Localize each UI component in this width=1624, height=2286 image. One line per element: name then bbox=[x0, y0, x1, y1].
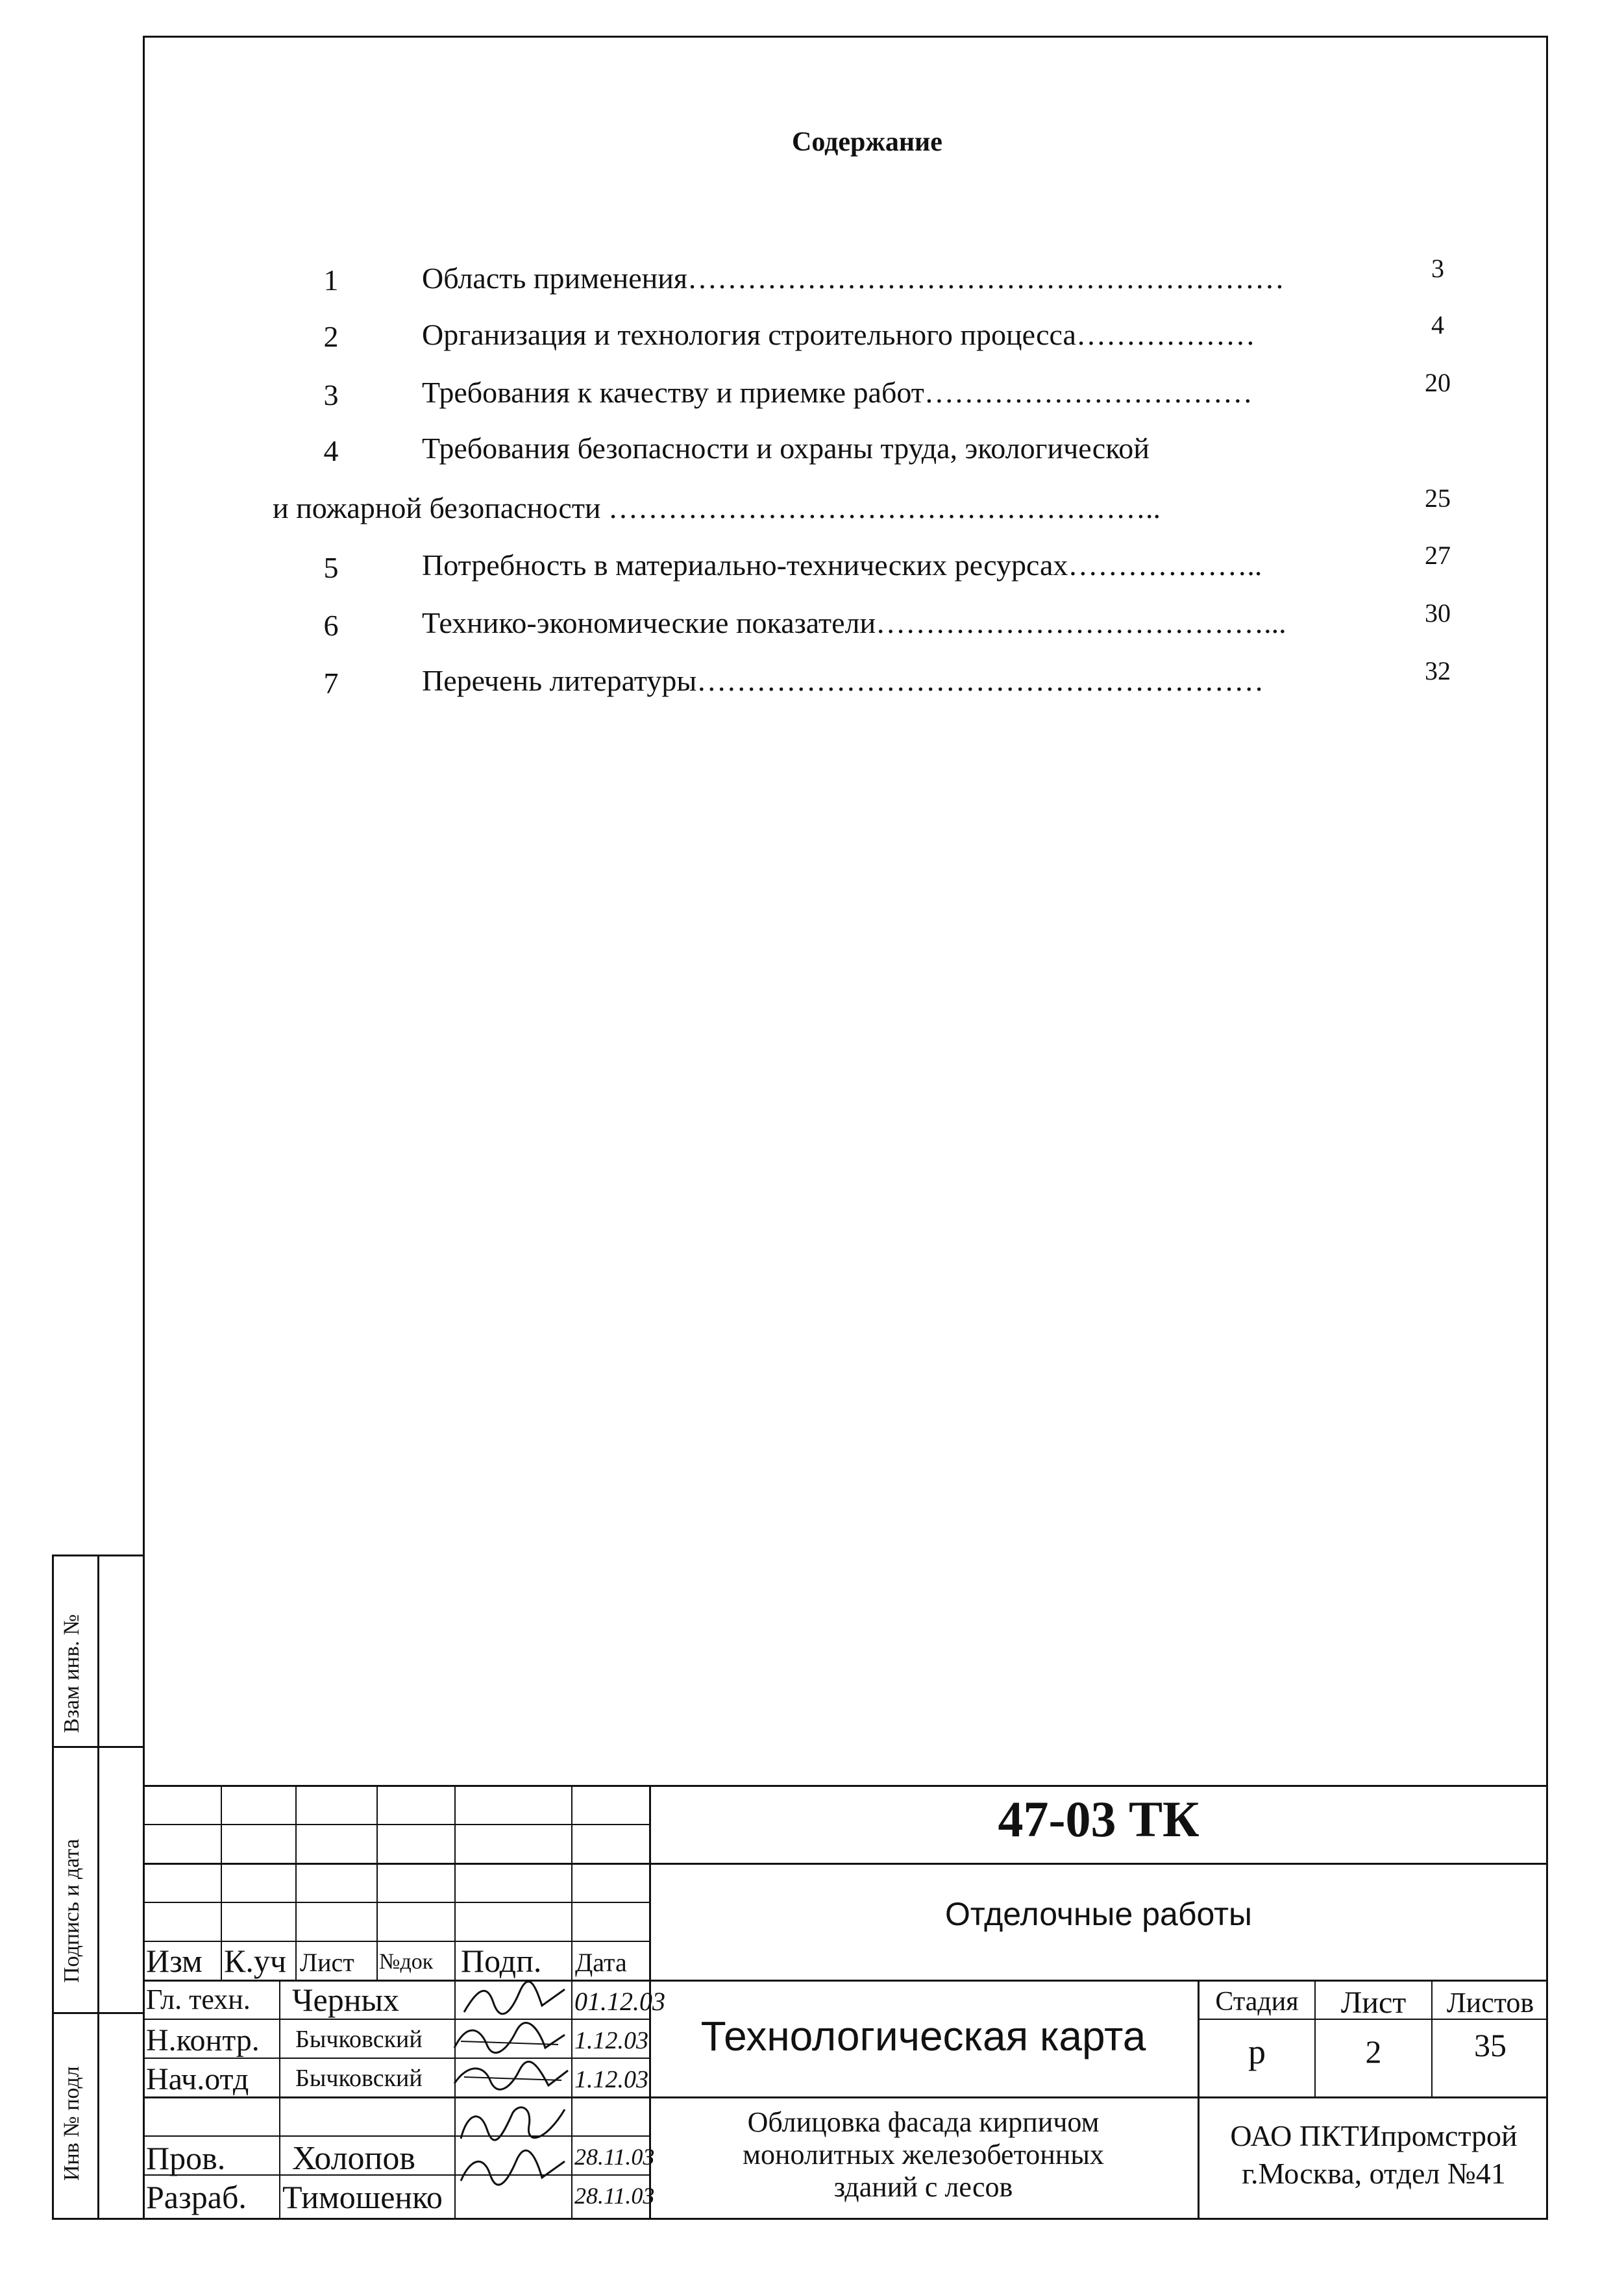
inv-podl-label: Инв № подл bbox=[60, 2066, 84, 2181]
toc-item-page: 25 bbox=[1425, 484, 1451, 513]
stage-value: р bbox=[1248, 2032, 1266, 2071]
toc-item-number: 3 bbox=[323, 378, 339, 412]
role-label: Гл. техн. bbox=[146, 1984, 251, 2015]
toc-item-text: Организация и технология строительного процесса……………… bbox=[422, 318, 1255, 351]
toc-item-number: 7 bbox=[323, 667, 339, 700]
tb-line bbox=[295, 1785, 297, 1980]
col-header-list: Лист bbox=[300, 1948, 354, 1977]
document-name-line: монолитных железобетонных bbox=[743, 2139, 1104, 2170]
handwritten-date: 01.12.03 bbox=[574, 1987, 665, 2016]
toc-item-number: 1 bbox=[323, 264, 339, 297]
person-name: Бычковский bbox=[295, 2065, 423, 2092]
toc-item-text: Потребность в материально-технических ресурсах……………….. bbox=[422, 548, 1262, 582]
role-label: Разраб. bbox=[146, 2179, 247, 2215]
tb-line bbox=[376, 1785, 378, 1980]
handwritten-date: 28.11.03 bbox=[574, 2183, 655, 2209]
toc-item-text: Область применения…………………………………………………… bbox=[422, 262, 1285, 295]
role-label: Нач.отд bbox=[146, 2062, 249, 2096]
toc-item-page: 32 bbox=[1425, 656, 1451, 685]
toc-item-number: 6 bbox=[323, 609, 339, 642]
document-type: Технологическая карта bbox=[700, 2013, 1146, 2059]
tb-line bbox=[143, 1785, 1548, 1787]
document-name bbox=[649, 2106, 1198, 2204]
col-header-kuch: К.уч bbox=[224, 1943, 286, 1979]
handwritten-date: 1.12.03 bbox=[574, 2027, 648, 2054]
signature-icon bbox=[454, 2142, 571, 2191]
sheets-value: 35 bbox=[1474, 2027, 1507, 2063]
col-header-data: Дата bbox=[575, 1948, 627, 1977]
document-code: 47-03 ТК bbox=[998, 1791, 1200, 1847]
side-divider bbox=[52, 2012, 143, 2014]
work-type: Отделочные работы bbox=[945, 1896, 1252, 1932]
organization bbox=[1200, 2117, 1548, 2193]
toc-item-page: 4 bbox=[1431, 310, 1444, 339]
person-name: Бычковский bbox=[295, 2026, 423, 2053]
tb-line bbox=[143, 1824, 649, 1825]
tb-line bbox=[143, 2019, 649, 2020]
col-header-ndok: №док bbox=[379, 1950, 434, 1974]
toc-item-text: Требования к качеству и приемке работ…………………………… bbox=[422, 376, 1253, 409]
sheet-header: Лист bbox=[1340, 1985, 1407, 2020]
toc-item-number: 2 bbox=[323, 320, 339, 353]
side-divider bbox=[97, 1555, 99, 2220]
tb-line bbox=[143, 1863, 1548, 1865]
side-divider bbox=[52, 1746, 143, 1748]
handwritten-date: 28.11.03 bbox=[574, 2144, 655, 2170]
signature-icon bbox=[454, 2100, 571, 2148]
organization-line: ОАО ПКТИпромстрой bbox=[1230, 2119, 1518, 2152]
tb-line bbox=[143, 2135, 649, 2137]
toc-item-number: 4 bbox=[323, 434, 339, 467]
podpis-data-label: Подпись и дата bbox=[60, 1839, 84, 1983]
col-header-izm: Изм bbox=[146, 1943, 203, 1979]
sheets-header: Листов bbox=[1446, 1987, 1534, 2019]
tb-line bbox=[221, 1785, 222, 1980]
role-label: Пров. bbox=[146, 2140, 226, 2176]
toc-item-text: Требования безопасности и охраны труда, экологической bbox=[422, 432, 1150, 465]
tb-line bbox=[571, 1785, 572, 2220]
tb-line bbox=[279, 1980, 280, 2220]
vzam-inv-label: Взам инв. № bbox=[60, 1614, 84, 1733]
page-frame bbox=[143, 36, 1548, 2220]
tb-line bbox=[143, 2096, 1548, 2098]
toc-item-number: 5 bbox=[323, 551, 339, 584]
tb-line bbox=[143, 1941, 649, 1942]
toc-item-text: Технико-экономические показатели…………………………………... bbox=[422, 606, 1286, 639]
col-header-podp: Подп. bbox=[461, 1943, 542, 1979]
person-name: Тимошенко bbox=[282, 2179, 443, 2215]
sheet-value: 2 bbox=[1365, 2034, 1382, 2070]
toc-title: Содержание bbox=[792, 127, 942, 157]
person-name: Черных bbox=[292, 1982, 400, 2018]
signature-icon bbox=[448, 2054, 571, 2100]
stage-header: Стадия bbox=[1215, 1987, 1299, 2017]
role-label: Н.контр. bbox=[146, 2023, 260, 2058]
toc-item-page: 30 bbox=[1425, 598, 1451, 628]
document-name-line: Облицовка фасада кирпичом bbox=[747, 2106, 1100, 2138]
toc-item-page: 3 bbox=[1431, 254, 1444, 283]
toc-item-page: 20 bbox=[1425, 368, 1451, 397]
toc-item-page: 27 bbox=[1425, 541, 1451, 570]
tb-line bbox=[143, 1902, 649, 1903]
person-name: Холопов bbox=[292, 2140, 415, 2177]
organization-line: г.Москва, отдел №41 bbox=[1242, 2157, 1506, 2190]
document-name-line: зданий с лесов bbox=[833, 2171, 1013, 2203]
handwritten-date: 1.12.03 bbox=[574, 2066, 648, 2093]
toc-item-text: и пожарной безопасности ……………………………………………….. bbox=[273, 491, 1161, 524]
toc-item-text: Перечень литературы………………………………………………… bbox=[422, 664, 1264, 697]
